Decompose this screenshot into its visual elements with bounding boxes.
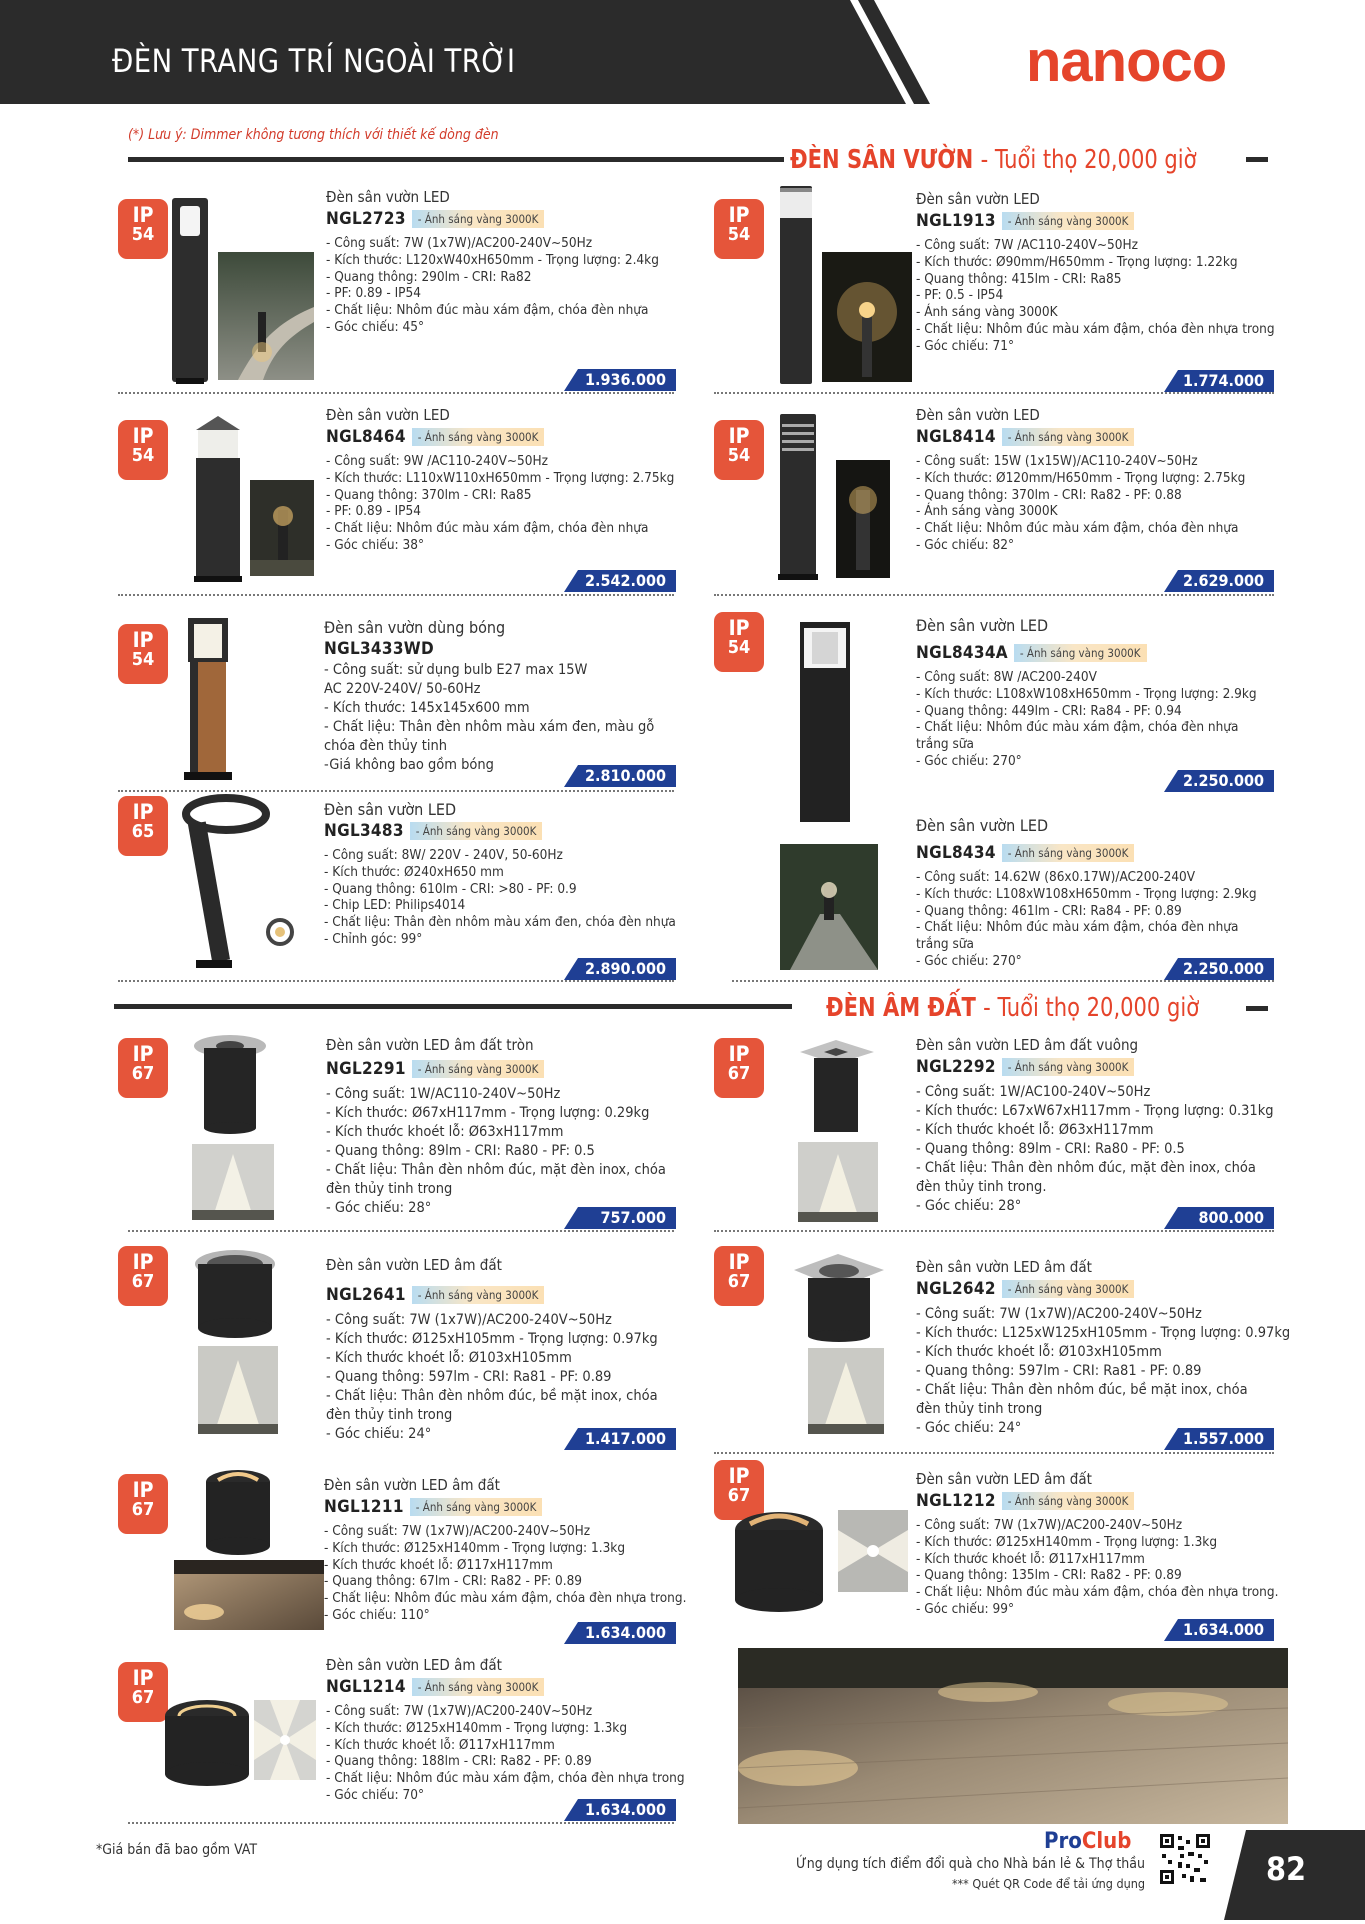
nanoco-logo (1026, 29, 1227, 94)
divider (714, 1230, 1274, 1232)
product-specs: - Công suất: 14.62W (86x0.17W)/AC200-240V - Kích thước: L108xW108xH650mm - Trọng lượng: 2.9kg - Quang thông: 461lm - CRI: Ra84 - PF: 0.89 - Chất liệu: Nhôm đúc màu xám đậm, chóa đèn nhựa trắng sữa - Góc chiếu: 270° (916, 869, 1257, 969)
divider (118, 594, 674, 596)
product-ngl8414 (916, 406, 1296, 554)
price-tag: 1.936.000 (578, 369, 676, 391)
product-code: NGL8434 (916, 843, 996, 863)
divider (118, 392, 674, 394)
divider (128, 1822, 674, 1824)
product-code: NGL8414 (916, 427, 996, 447)
product-image-ngl2642 (792, 1250, 886, 1342)
product-ngl1211 (324, 1476, 704, 1624)
product-name: Đèn sân vườn LED âm đất vuông (916, 1036, 1139, 1054)
light-tag: - Ánh sáng vàng 3000K (412, 428, 545, 446)
ambient-photo-large (738, 1648, 1288, 1824)
product-ngl2291 (326, 1036, 706, 1218)
ip-badge: IP 67 (118, 1246, 168, 1306)
section-title-main: ĐÈN SÂN VƯỜN (790, 145, 974, 175)
product-specs: - Công suất: 7W (1x7W)/AC200-240V~50Hz - Kích thước: Ø125xH140mm - Trọng lượng: 1.3kg - Kích thước khoét lỗ: Ø117xH117mm - Quang thông: 135lm - CRI: Ra82 - PF: 0.89 - Chất liệu: Nhôm đúc màu xám đậm, chóa đèn nhựa trong. - Góc chiếu: 99° (916, 1517, 1279, 1617)
product-code: NGL2723 (326, 209, 406, 229)
section-dash (1246, 1006, 1268, 1011)
ambient-photo (254, 1700, 316, 1780)
product-code: NGL8464 (326, 427, 406, 447)
product-ngl2642 (916, 1258, 1296, 1438)
product-ngl2292 (916, 1036, 1296, 1216)
product-ngl3483 (324, 800, 704, 948)
ip-badge: IP 54 (714, 612, 764, 672)
proclub-pro: Pro (1044, 1829, 1082, 1854)
light-tag: - Ánh sáng vàng 3000K (412, 1060, 545, 1078)
divider (732, 980, 1274, 982)
light-tag: - Ánh sáng vàng 3000K (412, 1286, 545, 1304)
light-tag: - Ánh sáng vàng 3000K (412, 210, 545, 228)
ip-badge: IP 67 (714, 1038, 764, 1098)
light-tag: - Ánh sáng vàng 3000K (1002, 844, 1135, 862)
product-specs: - Công suất: 1W/AC110-240V~50Hz - Kích thước: Ø67xH117mm - Trọng lượng: 0.29kg - Kích thước khoét lỗ: Ø63xH117mm - Quang thông: 89lm - CRI: Ra80 - PF: 0.5 - Chất liệu: Thân đèn nhôm đúc, mặt đèn inox, chóa đèn thủy tinh trong - Góc chiếu: 28° (326, 1086, 666, 1216)
divider (714, 392, 1274, 394)
product-specs: - Công suất: sử dụng bulb E27 max 15W AC 220V-240V/ 50-60Hz - Kích thước: 145x145x600 mm - Chất liệu: Thân đèn nhôm màu xám đen, màu gỗ chóa đèn thủy tinh -Giá không bao gồm bóng (324, 662, 655, 773)
price-tag: 1.634.000 (578, 1799, 676, 1821)
product-image-ngl3483 (180, 792, 300, 972)
price-tag: 2.810.000 (578, 765, 676, 787)
price-tag: 1.634.000 (578, 1622, 676, 1644)
product-ngl1212 (916, 1470, 1296, 1618)
product-specs: - Công suất: 7W (1x7W)/AC200-240V~50Hz - Kích thước: Ø125xH140mm - Trọng lượng: 1.3kg - Kích thước khoét lỗ: Ø117xH117mm - Quang thông: 188lm - CRI: Ra82 - PF: 0.89 - Chất liệu: Nhôm đúc màu xám đậm, chóa đèn nhựa trong - Góc chiếu: 70° (326, 1703, 685, 1803)
price-tag: 2.629.000 (1178, 570, 1274, 592)
product-ngl2641 (326, 1256, 706, 1444)
ip-badge: IP 54 (714, 199, 764, 259)
ambient-photo (250, 480, 314, 576)
ambient-photo (198, 1346, 278, 1434)
section-title-inground (826, 993, 1199, 1023)
ip-badge: IP 67 (118, 1038, 168, 1098)
product-name: Đèn sân vườn LED (324, 800, 457, 819)
proclub-tagline: Ứng dụng tích điểm đổi quà cho Nhà bán lẻ & Thợ thầu (795, 1856, 1145, 1872)
product-image-ngl2291 (188, 1032, 272, 1136)
product-code: NGL1913 (916, 211, 996, 231)
price-tag: 2.542.000 (578, 570, 676, 592)
ip-badge: IP 54 (714, 420, 764, 480)
qr-code-icon[interactable] (1158, 1832, 1212, 1886)
product-image-ngl1214 (158, 1692, 256, 1790)
product-name: Đèn sân vườn LED âm đất tròn (326, 1036, 534, 1054)
light-tag: - Ánh sáng vàng 3000K (1002, 1280, 1135, 1298)
product-specs: - Công suất: 8W/ 220V - 240V, 50-60Hz - Kích thước: Ø240xH650 mm - Quang thông: 610lm - CRI: >80 - PF: 0.9 - Chip LED: Philips4014 - Chất liệu: Thân đèn nhôm màu xám đen, chóa đèn nhựa - Chỉnh góc: 99° (324, 847, 676, 947)
light-tag: - Ánh sáng vàng 3000K (410, 1498, 543, 1516)
product-ngl8434 (916, 816, 1296, 970)
section-dash (1246, 157, 1268, 162)
ip-badge: IP 54 (118, 624, 168, 684)
qr-instruction: *** Quét QR Code để tải ứng dụng (951, 1876, 1145, 1891)
product-code: NGL1211 (324, 1497, 404, 1517)
proclub-logo (1044, 1829, 1131, 1854)
product-name: Đèn sân vườn LED (326, 188, 450, 206)
product-code: NGL2641 (326, 1285, 406, 1305)
section-rule (114, 1004, 792, 1009)
product-name: Đèn sân vườn dùng bóng (324, 618, 506, 637)
ip-badge: IP 54 (118, 199, 168, 259)
product-image-ngl1212 (726, 1504, 832, 1614)
ambient-photo (192, 1144, 274, 1220)
product-code: NGL1212 (916, 1491, 996, 1511)
product-name: Đèn sân vườn LED (916, 816, 1049, 835)
section-title-main: ĐÈN ÂM ĐẤT (826, 993, 976, 1023)
product-name: Đèn sân vườn LED (326, 406, 450, 424)
product-code: NGL2292 (916, 1057, 996, 1077)
product-name: Đèn sân vườn LED (916, 406, 1040, 424)
page-title: ĐÈN TRANG TRÍ NGOÀI TRỜI (112, 42, 516, 80)
light-tag: - Ánh sáng vàng 3000K (1002, 428, 1135, 446)
product-specs: - Công suất: 8W /AC200-240V - Kích thước: L108xW108xH650mm - Trọng lượng: 2.9kg - Quang thông: 449lm - CRI: Ra84 - PF: 0.94 - Chất liệu: Nhôm đúc màu xám đậm, chóa đèn nhựa trắng sữa - Góc chiếu: 270° (916, 669, 1257, 769)
ip-badge: IP 67 (714, 1246, 764, 1306)
ip-badge: IP 54 (118, 420, 168, 480)
ambient-photo (780, 844, 878, 970)
product-image-ngl8464 (190, 412, 246, 582)
ambient-photo (808, 1348, 884, 1434)
product-specs: - Công suất: 7W /AC110-240V~50Hz - Kích thước: Ø90mm/H650mm - Trọng lượng: 1.22kg - Quang thông: 415lm - CRI: Ra85 - PF: 0.5 - IP54 - Ánh sáng vàng 3000K - Chất liệu: Nhôm đúc màu xám đậm, chóa đèn nhựa trong - Góc chiếu: 71° (916, 237, 1275, 354)
product-specs: - Công suất: 9W /AC110-240V~50Hz - Kích thước: L110xW110xH650mm - Trọng lượng: 2.75kg - Quang thông: 370lm - CRI: Ra85 - PF: 0.89 - IP54 - Chất liệu: Nhôm đúc màu xám đậm, chóa đèn nhựa - Góc chiếu: 38° (326, 453, 675, 553)
price-tag: 1.417.000 (578, 1428, 676, 1450)
product-name: Đèn sân vườn LED âm đất (916, 1470, 1092, 1488)
product-specs: - Công suất: 15W (1x15W)/AC110-240V~50Hz - Kích thước: Ø120mm/H650mm - Trọng lượng: 2.75kg - Quang thông: 370lm - CRI: Ra82 - PF: 0.88 - Ánh sáng vàng 3000K - Chất liệu: Nhôm đúc màu xám đậm, chóa đèn nhựa - Góc chiếu: 82° (916, 453, 1246, 553)
product-image-ngl3433wd (182, 614, 234, 780)
product-specs: - Công suất: 7W (1x7W)/AC200-240V~50Hz - Kích thước: Ø125xH105mm - Trọng lượng: 0.97kg - Kích thước khoét lỗ: Ø103xH105mm - Quang thông: 597lm - CRI: Ra81 - PF: 0.89 - Chất liệu: Thân đèn nhôm đúc, bề mặt inox, chóa đèn thủy tinh trong - Góc chiếu: 24° (326, 1312, 658, 1442)
product-ngl8434a (916, 616, 1296, 770)
product-image-ngl2641 (190, 1246, 280, 1340)
product-code: NGL1214 (326, 1677, 406, 1697)
price-tag: 1.557.000 (1178, 1428, 1274, 1450)
ambient-photo (822, 252, 912, 382)
price-tag: 1.774.000 (1178, 370, 1274, 392)
divider (714, 1452, 1274, 1454)
light-tag: - Ánh sáng vàng 3000K (410, 822, 543, 840)
ip-badge: IP 67 (118, 1662, 168, 1722)
product-name: Đèn sân vườn LED âm đất (326, 1256, 502, 1274)
price-tag: 2.890.000 (578, 958, 676, 980)
product-name: Đèn sân vườn LED (916, 190, 1040, 208)
product-specs: - Công suất: 1W/AC100-240V~50Hz - Kích thước: L67xW67xH117mm - Trọng lượng: 0.31kg - Kích thước khoét lỗ: Ø63xH117mm - Quang thông: 89lm - CRI: Ra80 - PF: 0.5 - Chất liệu: Thân đèn nhôm đúc, mặt đèn inox, chóa đèn thủy tinh trong. - Góc chiếu: 28° (916, 1084, 1274, 1214)
product-image-ngl1211 (200, 1466, 276, 1556)
proclub-club: Club (1081, 1829, 1132, 1854)
product-code: NGL3483 (324, 821, 404, 841)
price-tag: 757.000 (578, 1207, 676, 1229)
page-number: 82 (1266, 1850, 1307, 1888)
product-specs: - Công suất: 7W (1x7W)/AC200-240V~50Hz - Kích thước: Ø125xH140mm - Trọng lượng: 1.3kg - Kích thước khoét lỗ: Ø117xH117mm - Quang thông: 67lm - CRI: Ra82 - PF: 0.89 - Chất liệu: Nhôm đúc màu xám đậm, chóa đèn nhựa trong. - Góc chiếu: 110° (324, 1523, 687, 1623)
ip-badge: IP 67 (118, 1474, 168, 1534)
light-tag: - Ánh sáng vàng 3000K (1002, 1492, 1135, 1510)
price-tag: 2.250.000 (1178, 958, 1274, 980)
ambient-photo (174, 1560, 324, 1630)
product-name: Đèn sân vườn LED âm đất (324, 1476, 500, 1494)
product-image-ngl2723 (170, 196, 210, 384)
divider (128, 1230, 674, 1232)
price-tag: 2.250.000 (1178, 770, 1274, 792)
ambient-photo (836, 460, 890, 578)
product-specs: - Công suất: 7W (1x7W)/AC200-240V~50Hz - Kích thước: L120xW40xH650mm - Trọng lượng: 2.4kg - Quang thông: 290lm - CRI: Ra82 - PF: 0.89 - IP54 - Chất liệu: Nhôm đúc màu xám đậm, chóa đèn nhựa - Góc chiếu: 45° (326, 235, 659, 335)
light-tag: - Ánh sáng vàng 3000K (1002, 212, 1135, 230)
price-tag: 800.000 (1178, 1207, 1274, 1229)
logo-text: nanoco (1026, 29, 1227, 94)
product-ngl1913 (916, 190, 1296, 355)
product-ngl3433wd (324, 618, 704, 775)
product-name: Đèn sân vườn LED âm đất (916, 1258, 1092, 1276)
product-code: NGL8434A (916, 643, 1008, 663)
product-code: NGL2291 (326, 1059, 406, 1079)
product-name: Đèn sân vườn LED âm đất (326, 1656, 502, 1674)
product-image-ngl2292 (796, 1036, 878, 1136)
product-code: NGL3433WD (324, 639, 434, 659)
divider (714, 594, 1274, 596)
ambient-photo (798, 1142, 878, 1222)
light-tag: - Ánh sáng vàng 3000K (1002, 1058, 1135, 1076)
product-specs: - Công suất: 7W (1x7W)/AC200-240V~50Hz - Kích thước: L125xW125xH105mm - Trọng lượng: 0.97kg - Kích thước khoét lỗ: Ø103xH105mm - Quang thông: 597lm - CRI: Ra81 - PF: 0.89 - Chất liệu: Thân đèn nhôm đúc, bề mặt inox, chóa đèn thủy tinh trong - Góc chiếu: 24° (916, 1306, 1291, 1436)
vat-note: *Giá bán đã bao gồm VAT (96, 1842, 258, 1858)
price-tag: 1.634.000 (1178, 1619, 1274, 1641)
ambient-photo (838, 1510, 908, 1592)
product-image-ngl8434a (796, 620, 854, 826)
divider (118, 980, 674, 982)
product-ngl2723 (326, 188, 696, 336)
section-title-garden (790, 145, 1197, 175)
section-rule (128, 157, 784, 162)
product-ngl1214 (326, 1656, 706, 1804)
ip-badge: IP 65 (118, 796, 168, 856)
product-image-ngl1913 (776, 184, 816, 386)
section-title-sub: - Tuổi thọ 20,000 giờ (983, 993, 1200, 1023)
product-ngl8464 (326, 406, 706, 554)
dimmer-note: (*) Lưu ý: Dimmer không tương thích với thiết kế dòng đèn (128, 127, 499, 143)
light-tag: - Ánh sáng vàng 3000K (412, 1678, 545, 1696)
ip-badge: IP 67 (714, 1460, 764, 1520)
ambient-photo (218, 252, 314, 380)
product-name: Đèn sân vườn LED (916, 616, 1049, 635)
product-image-ngl8414 (776, 410, 820, 580)
product-code: NGL2642 (916, 1279, 996, 1299)
light-tag: - Ánh sáng vàng 3000K (1014, 644, 1147, 662)
section-title-sub: - Tuổi thọ 20,000 giờ (980, 145, 1197, 175)
